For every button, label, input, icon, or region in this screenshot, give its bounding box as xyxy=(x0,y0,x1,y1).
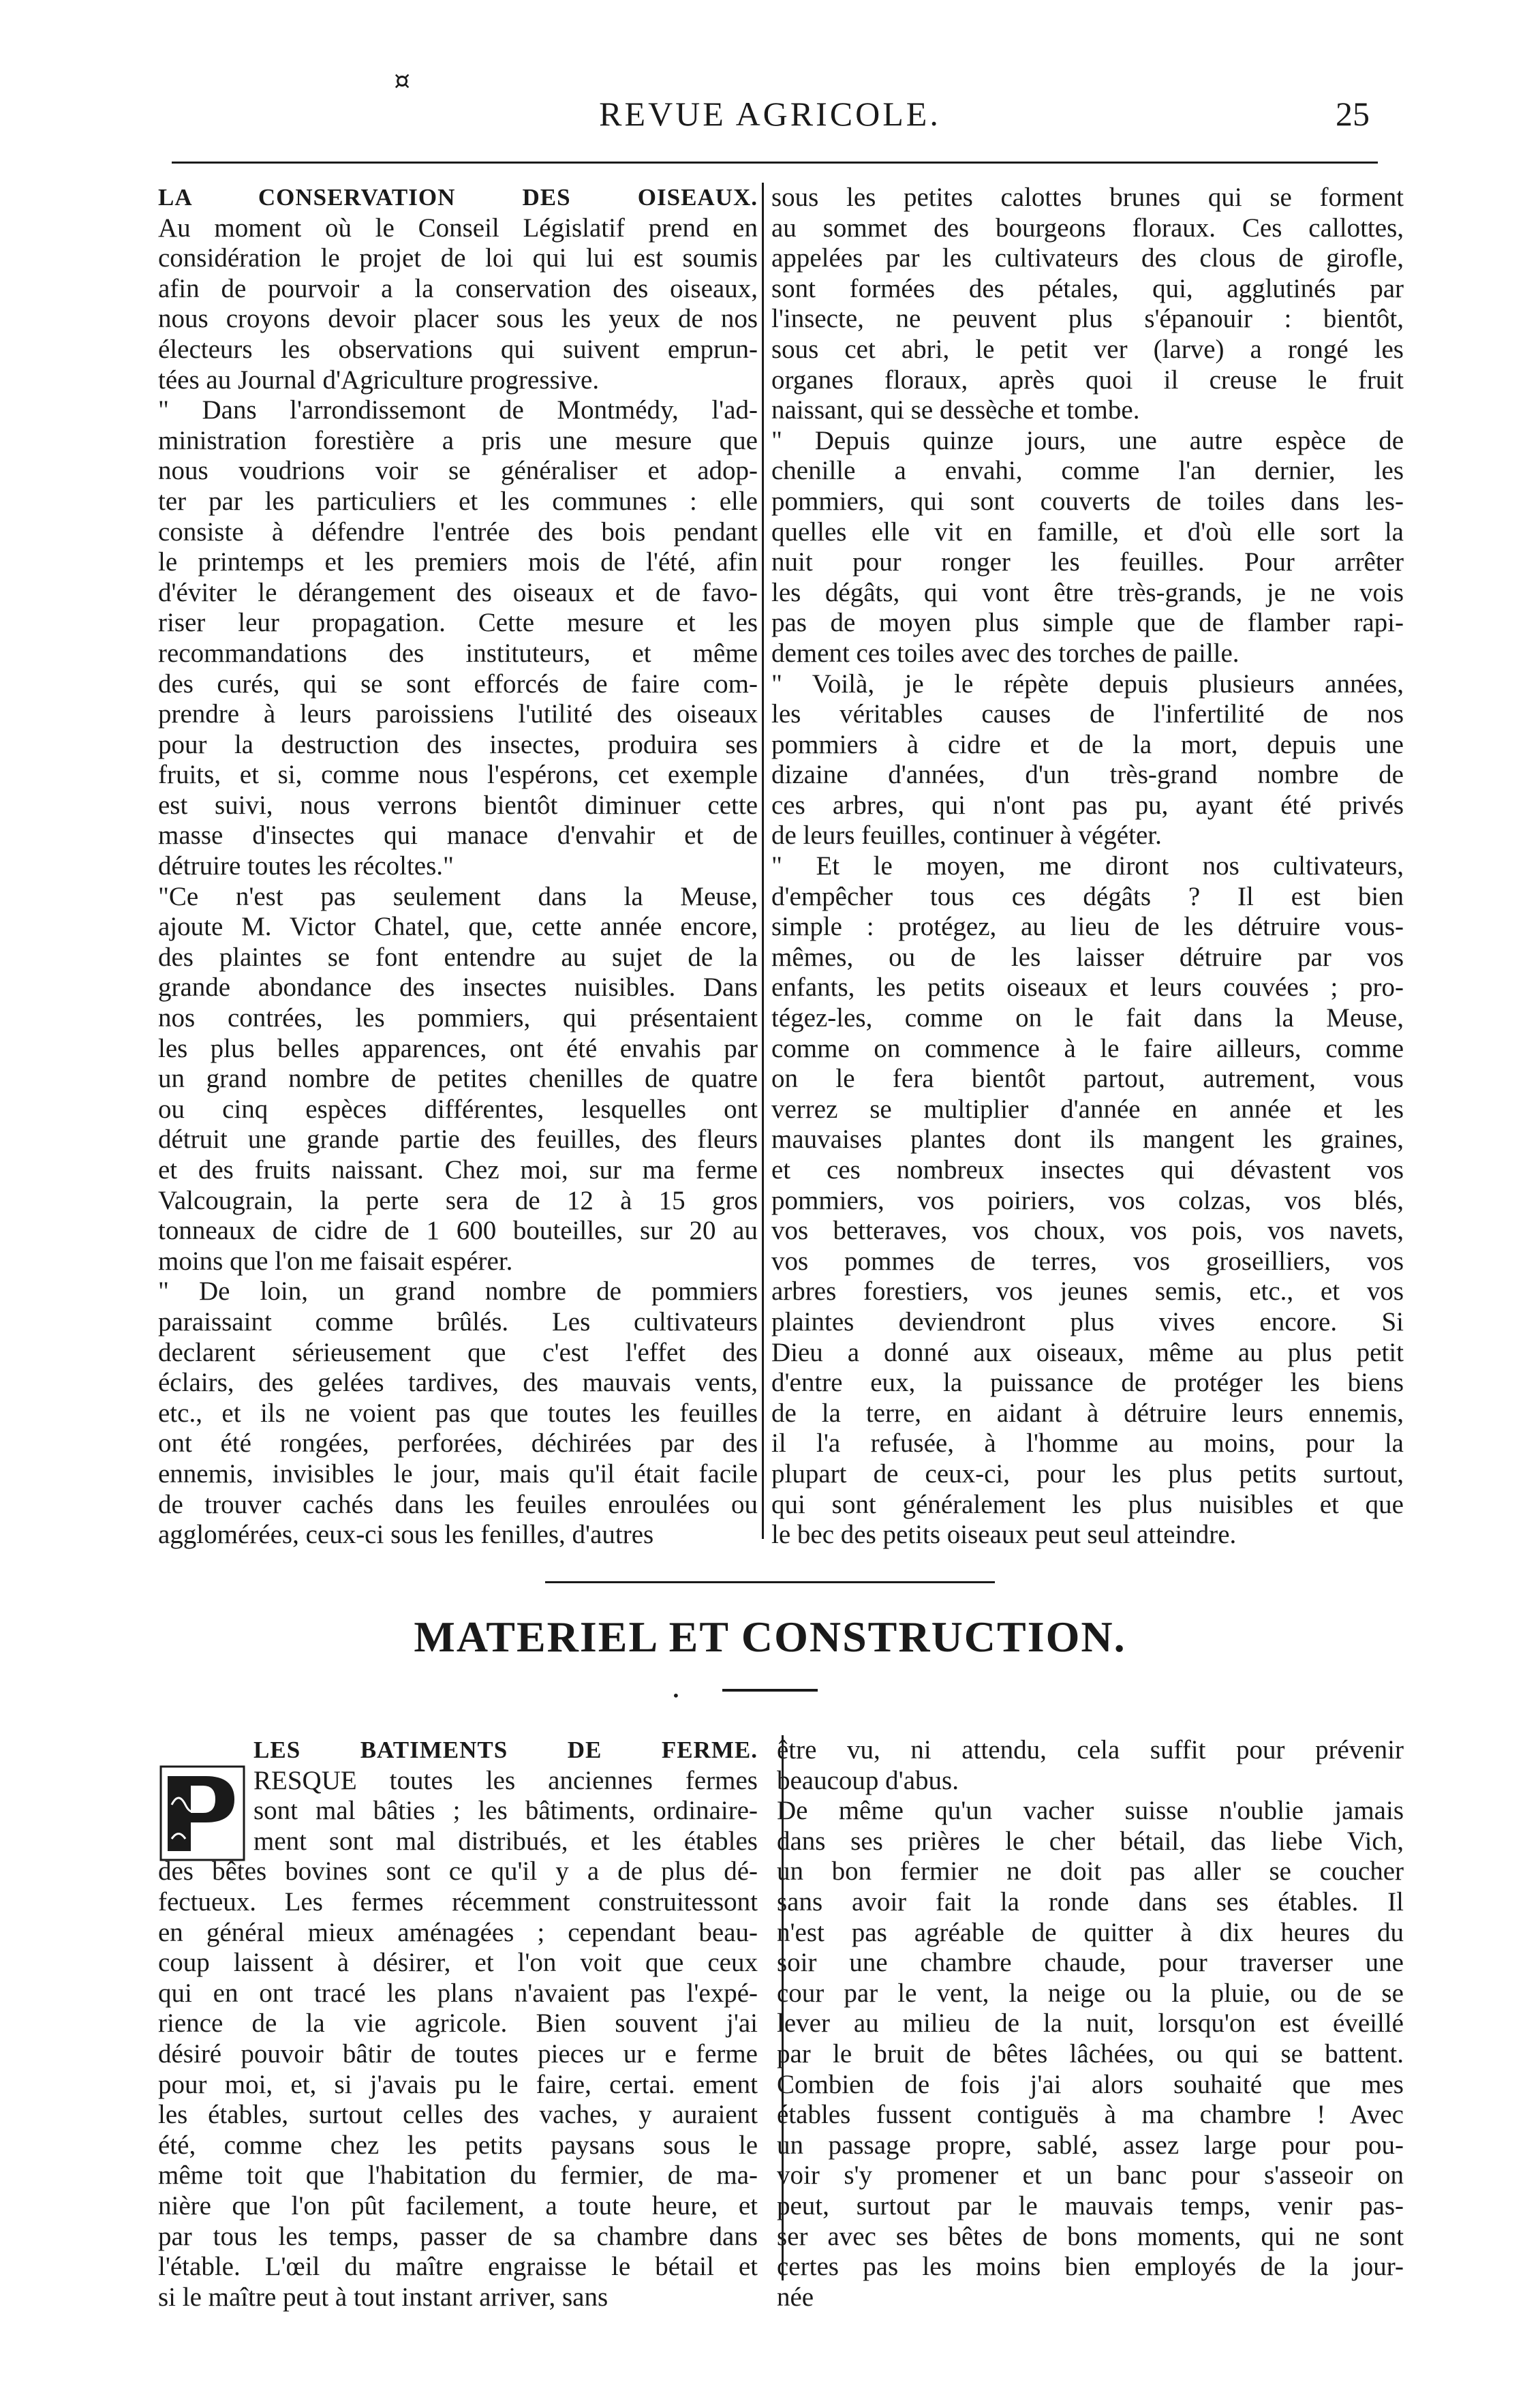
text-line: dizaine d'années, d'un très-grand nombre de xyxy=(771,760,1404,790)
text-line: on le fera bientôt partout, autrement, vous xyxy=(771,1064,1404,1094)
text-line: les étables, surtout celles des vaches, y auraient xyxy=(158,2100,758,2130)
text-line: peut, surtout par le mauvais temps, venir pas- xyxy=(777,2190,1404,2220)
text-line: au sommet des bourgeons floraux. Ces callottes, xyxy=(771,213,1404,243)
text-line: enfants, les petits oiseaux et leurs couvées ; pro- xyxy=(771,973,1404,1003)
text-line: pommiers, qui sont couverts de toiles dans les- xyxy=(771,486,1404,516)
text-line: des curés, qui se sont efforcés de faire com- xyxy=(158,669,758,699)
text-line: nous voudrions voir se généraliser et adop- xyxy=(158,456,758,486)
text-line: sont formées des pétales, qui, agglutinés par xyxy=(771,273,1404,303)
text-line: masse d'insectes qui manace d'envahir et de xyxy=(158,821,758,851)
article1-title: LA CONSERVATION DES OISEAUX. xyxy=(158,184,758,211)
text-line: Valcougrain, la perte sera de 12 à 15 gros xyxy=(158,1185,758,1215)
text-line: des plaintes se font entendre au sujet de la xyxy=(158,942,758,972)
text-line: et des fruits naissant. Chez moi, sur ma ferme xyxy=(158,1155,758,1185)
text-line: d'éviter le dérangement des oiseaux et de favo- xyxy=(158,577,758,607)
text-line: si le maître peut à tout instant arriver, sans xyxy=(158,2282,609,2312)
text-line: ajoute M. Victor Chatel, que, cette année encore, xyxy=(158,912,758,942)
text-line: appelées par les cultivateurs des clous de girofle, xyxy=(771,243,1404,273)
text-line: naissant, qui se dessèche et tombe. xyxy=(771,395,1140,425)
text-line: et ces nombreux insectes qui dévastent vos xyxy=(771,1155,1404,1185)
text-line: ter par les particuliers et les communes : elle xyxy=(158,486,758,516)
text-line: declarent sérieusement que c'est l'effet des xyxy=(158,1337,758,1367)
ornament-dot: • xyxy=(672,1688,680,1704)
text-line: pour la destruction des insectes, produira ses xyxy=(158,729,758,759)
text-line: " De loin, un grand nombre de pommiers xyxy=(158,1277,758,1307)
text-line: mauvaises plantes dont ils mangent les graines, xyxy=(771,1125,1404,1155)
text-line: pommiers à cidre et de la mort, depuis une xyxy=(771,729,1404,759)
text-line: sous cet abri, le petit ver (larve) a rongé les xyxy=(771,334,1404,364)
text-line: qui en ont tracé les plans n'avaient pas l'expé- xyxy=(158,1978,758,2008)
header-rule xyxy=(172,162,1378,164)
article2-column-left xyxy=(158,1735,758,2312)
text-line: paraissaint comme brûlés. Les cultivateurs xyxy=(158,1307,758,1337)
text-line: électeurs les observations qui suivent emprun- xyxy=(158,334,758,364)
text-line: l'insecte, ne peuvent plus s'épanouir : bientôt, xyxy=(771,304,1404,334)
article1-col1-text xyxy=(158,213,758,1551)
text-line: d'empêcher tous ces dégâts ? Il est bien xyxy=(771,881,1404,911)
text-line: un passage propre, sablé, assez large pour pou- xyxy=(777,2130,1404,2160)
text-line: ou cinq espèces différentes, lesquelles ont xyxy=(158,1094,758,1124)
article2-col2-text xyxy=(777,1735,1404,2312)
text-line: désiré pouvoir bâtir de toutes pieces ur e ferme xyxy=(158,2039,758,2068)
text-line: être vu, ni attendu, cela suffit pour prévenir xyxy=(777,1735,1404,1765)
text-line: "Ce n'est pas seulement dans la Meuse, xyxy=(158,881,758,911)
text-line: ment sont mal distribués, et les étables xyxy=(253,1826,758,1856)
text-line: fectueux. Les fermes récemment construitessont xyxy=(158,1887,758,1917)
text-line: ministration forestière a pris une mesure que xyxy=(158,425,758,455)
section-rule xyxy=(545,1581,995,1583)
text-line: éclairs, des gelées tardives, des mauvais vents, xyxy=(158,1368,758,1398)
text-line: le printemps et les premiers mois de l'été, afin xyxy=(158,547,758,577)
text-line: etc., et ils ne voient pas que toutes les feuilles xyxy=(158,1398,758,1428)
page-number: 25 xyxy=(1336,95,1370,133)
text-line: détruit une grande partie des feuilles, des fleurs xyxy=(158,1125,758,1155)
text-line: Combien de fois j'ai alors souhaité que mes xyxy=(777,2069,1404,2099)
text-line: de la terre, en aidant à détruire leurs ennemis, xyxy=(771,1398,1404,1428)
text-line: les dégâts, qui vont être très-grands, je ne vois xyxy=(771,577,1404,607)
text-line: verrez se multiplier d'année en année et les xyxy=(771,1094,1404,1124)
text-line: pommiers, vos poiriers, vos colzas, vos blés, xyxy=(771,1185,1404,1215)
printer-mark: ¤ xyxy=(394,65,411,95)
article2-col1-text xyxy=(158,1766,758,2313)
text-line: mêmes, ou de les laisser détruire par vos xyxy=(771,942,1404,972)
text-line: sous les petites calottes brunes qui se forment xyxy=(771,183,1404,212)
text-line: certes pas les moins bien employés de la jour- xyxy=(777,2252,1404,2282)
text-line: De même qu'un vacher suisse n'oublie jamais xyxy=(777,1796,1404,1826)
text-line: un bon fermier ne doit pas aller se coucher xyxy=(777,1857,1404,1887)
text-line: cour par le vent, la neige ou la pluie, ou de se xyxy=(777,1978,1404,2008)
text-line: coup laissent à désirer, et l'on voit que ceux xyxy=(158,1948,758,1978)
text-line: arbres forestiers, vos jeunes semis, etc., et vos xyxy=(771,1277,1404,1307)
text-line: par le bruit de bêtes lâchées, ou qui se battent. xyxy=(777,2039,1404,2068)
text-line: prendre à leurs paroissiens l'utilité des oiseaux xyxy=(158,699,758,729)
text-line: tées au Journal d'Agriculture progressive. xyxy=(158,365,600,395)
text-line: de trouver cachés dans les feuiles enroulées ou xyxy=(158,1489,758,1519)
text-line: " Voilà, je le répète depuis plusieurs années, xyxy=(771,669,1404,699)
text-line: RESQUE toutes les anciennes fermes xyxy=(253,1765,758,1795)
text-line: les plus belles apparences, ont été envahis par xyxy=(158,1033,758,1063)
article2-column-right xyxy=(777,1735,1404,2312)
text-line: des bêtes bovines sont ce qu'il y a de plus dé- xyxy=(158,1857,758,1887)
text-line: agglomérées, ceux-ci sous les fenilles, d'autres xyxy=(158,1520,654,1550)
text-line: ser avec ses bêtes de bons moments, qui ne sont xyxy=(777,2221,1404,2251)
text-line: étables fussent contiguës à ma chambre ! Avec xyxy=(777,2100,1404,2130)
text-line: détruire toutes les récoltes." xyxy=(158,851,454,881)
text-line: recommandations des instituteurs, et même xyxy=(158,638,758,668)
text-line: nous croyons devoir placer sous les yeux de nos xyxy=(158,304,758,334)
text-line: pour moi, et, si j'avais pu le faire, certai. ement xyxy=(158,2069,758,2099)
article1-column-left xyxy=(158,183,758,1551)
text-line: ces arbres, qui n'ont pas pu, ayant été privés xyxy=(771,790,1404,820)
text-line: nière que l'on pût facilement, a toute heure, et xyxy=(158,2190,758,2220)
text-line: " Dans l'arrondissemont de Montmédy, l'ad- xyxy=(158,395,758,425)
text-line: dans ses prières le cher bétail, das liebe Vich, xyxy=(777,1826,1404,1856)
text-line: " Et le moyen, me diront nos cultivateurs, xyxy=(771,851,1404,881)
text-line: chenille a envahi, comme l'an dernier, les xyxy=(771,456,1404,486)
text-line: sans avoir fait la ronde dans ses étables. Il xyxy=(777,1887,1404,1917)
text-line: pas de moyen plus simple que de flamber rapi- xyxy=(771,608,1404,638)
text-line: grande abondance des insectes nuisibles. Dans xyxy=(158,973,758,1003)
column-divider-top xyxy=(762,183,764,1539)
article2-title: LES BATIMENTS DE FERME. xyxy=(253,1737,758,1763)
text-line: même toit que l'habitation du fermier, de ma- xyxy=(158,2161,758,2190)
section-title-underline xyxy=(722,1689,818,1692)
text-line: qui sont généralement les plus nuisibles et que xyxy=(771,1489,1404,1519)
text-line: soir une chambre chaude, pour traverser une xyxy=(777,1948,1404,1978)
text-line: tégez-les, comme on le fait dans la Meuse, xyxy=(771,1003,1404,1033)
text-line: considération le projet de loi qui lui est soumis xyxy=(158,243,758,273)
text-line: plupart de ceux-ci, pour les plus petits surtout, xyxy=(771,1459,1404,1488)
text-line: tonneaux de cidre de 1 600 bouteilles, sur 20 au xyxy=(158,1216,758,1246)
text-line: d'entre eux, la puissance de protéger les biens xyxy=(771,1368,1404,1398)
text-line: beaucoup d'abus. xyxy=(777,1765,959,1795)
text-line: le bec des petits oiseaux peut seul atteindre. xyxy=(771,1520,1237,1550)
text-line: rience de la vie agricole. Bien souvent j'ai xyxy=(158,2009,758,2039)
text-line: afin de pourvoir a la conservation des oiseaux, xyxy=(158,273,758,303)
text-line: un grand nombre de petites chenilles de quatre xyxy=(158,1064,758,1094)
text-line: l'étable. L'œil du maître engraisse le bétail et xyxy=(158,2252,758,2282)
text-line: en général mieux aménagées ; cependant beau- xyxy=(158,1917,758,1947)
text-line: née xyxy=(777,2282,814,2312)
text-line: lever au milieu de la nuit, lorsqu'on est éveillé xyxy=(777,2009,1404,2039)
text-line: fruits, et si, comme nous l'espérons, cet exemple xyxy=(158,760,758,790)
article1-column-right xyxy=(771,183,1404,1551)
text-line: il l'a refusée, à l'homme au moins, pour la xyxy=(771,1429,1404,1459)
text-line: consiste à défendre l'entrée des bois pendant xyxy=(158,517,758,547)
text-line: " Depuis quinze jours, une autre espèce de xyxy=(771,425,1404,455)
text-line: sont mal bâties ; les bâtiments, ordinaire- xyxy=(253,1796,758,1826)
text-line: organes floraux, après quoi il creuse le fruit xyxy=(771,365,1404,395)
article1-col2-text xyxy=(771,183,1404,1551)
text-line: plaintes deviendront plus vives encore. Si xyxy=(771,1307,1404,1337)
text-line: n'est pas agréable de quitter à dix heures du xyxy=(777,1917,1404,1947)
text-line: est suivi, nous verrons bientôt diminuer cette xyxy=(158,790,758,820)
text-line: comme on commence à le faire ailleurs, comme xyxy=(771,1033,1404,1063)
text-line: les véritables causes de l'infertilité de nos xyxy=(771,699,1404,729)
text-line: de leurs feuilles, continuer à végéter. xyxy=(771,821,1162,851)
text-line: été, comme chez les petits paysans sous le xyxy=(158,2130,758,2160)
text-line: ont été rongées, perforées, déchirées par des xyxy=(158,1429,758,1459)
text-line: voir s'y promener et un banc pour s'asseoir on xyxy=(777,2161,1404,2190)
text-line: quelles elle vit en famille, et d'où elle sort la xyxy=(771,517,1404,547)
text-line: vos pommes de terres, vos groseilliers, vos xyxy=(771,1246,1404,1276)
text-line: vos betteraves, vos choux, vos pois, vos navets, xyxy=(771,1216,1404,1246)
text-line: par tous les temps, passer de sa chambre dans xyxy=(158,2221,758,2251)
text-line: nuit pour ronger les feuilles. Pour arrêter xyxy=(771,547,1404,577)
text-line: ennemis, invisibles le jour, mais qu'il était facile xyxy=(158,1459,758,1488)
section-title: MATERIEL ET CONSTRUCTION. xyxy=(414,1613,1126,1661)
running-title: REVUE AGRICOLE. xyxy=(599,95,941,133)
text-line: nos contrées, les pommiers, qui présentaient xyxy=(158,1003,758,1033)
text-line: Au moment où le Conseil Législatif prend en xyxy=(158,213,758,243)
text-line: moins que l'on me faisait espérer. xyxy=(158,1246,513,1276)
text-line: riser leur propagation. Cette mesure et les xyxy=(158,608,758,638)
text-line: Dieu a donné aux oiseaux, même au plus petit xyxy=(771,1337,1404,1367)
text-line: dement ces toiles avec des torches de paille. xyxy=(771,638,1239,668)
text-line: simple : protégez, au lieu de les détruire vous- xyxy=(771,912,1404,942)
